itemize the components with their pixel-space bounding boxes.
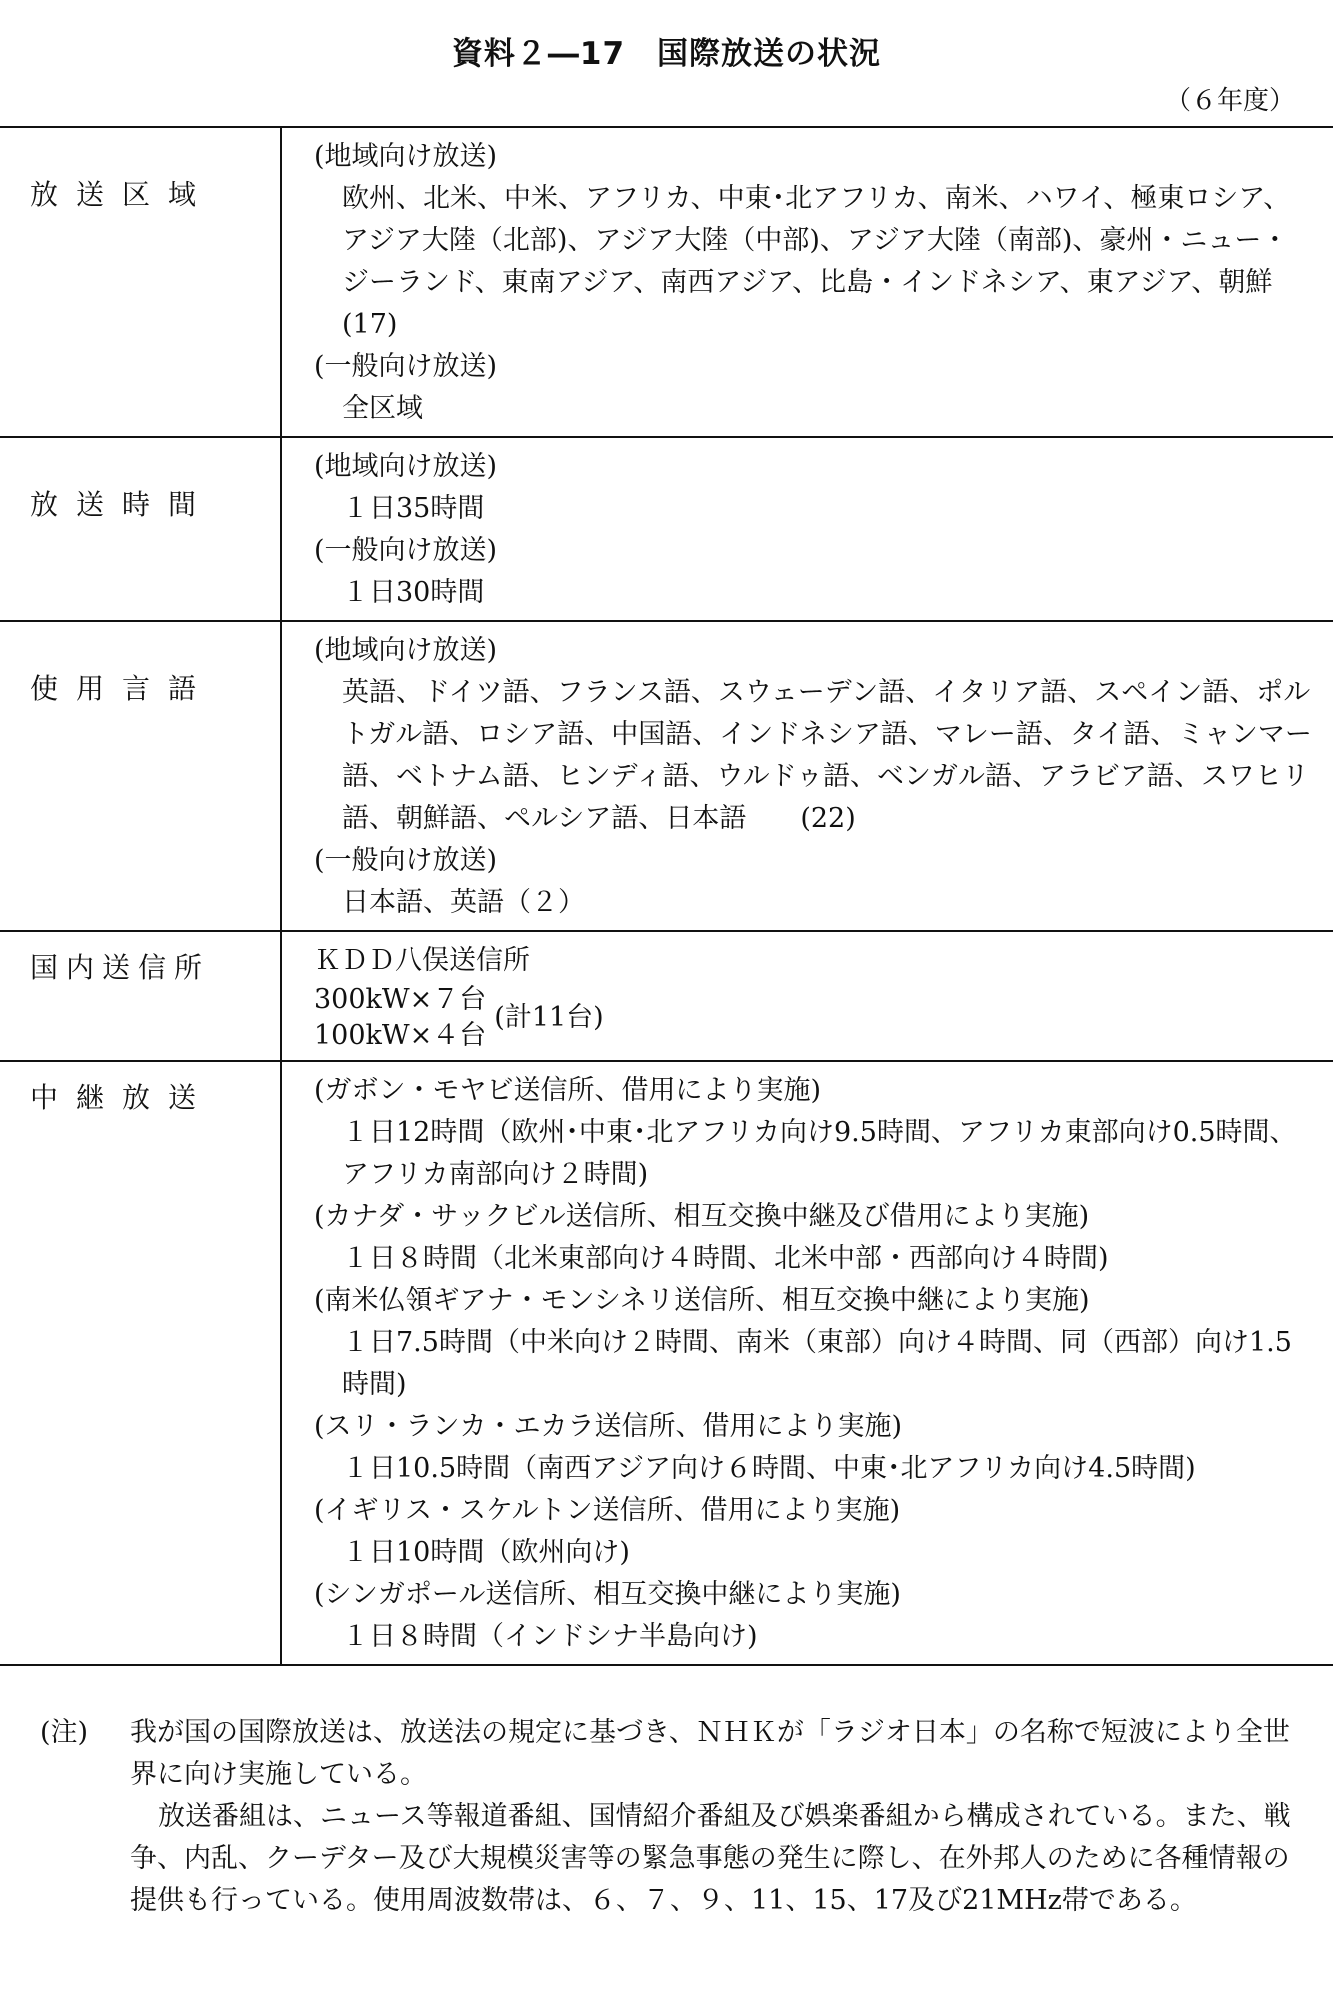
table-row-broadcast-area bbox=[0, 126, 1333, 436]
row-label: 中継放送 bbox=[0, 1062, 282, 1664]
content-line: (一般向け放送) bbox=[314, 351, 498, 382]
transmitter-count-block bbox=[314, 982, 1313, 1054]
footnote-mark: (注) bbox=[40, 1717, 89, 1748]
row-label: 使用言語 bbox=[0, 622, 282, 930]
content-line: 英語、ドイツ語、フランス語、スウェーデン語、イタリア語、スペイン語、ポルトガル語、ロシア語、中国語、インドネシア語、マレー語、タイ語、ミャンマー語、ベトナム語、ヒンディ語、ウルドゥ語、ベンガル語、アラビア語、スワヒリ語、朝鮮語、ペルシア語、日本語 (22) bbox=[342, 677, 1312, 834]
content-line: (南米仏領ギアナ・モンシネリ送信所、相互交換中継により実施) bbox=[314, 1285, 1090, 1316]
row-content bbox=[282, 438, 1333, 620]
transmitter-lines bbox=[314, 982, 486, 1054]
content-line: ＫＤＤ八俣送信所 bbox=[314, 945, 530, 976]
content-line: 全区域 bbox=[342, 393, 423, 424]
row-label: 国内送信所 bbox=[0, 932, 282, 1060]
footnote-first bbox=[40, 1712, 1300, 1796]
transmitter-line: 100kW×４台 bbox=[314, 1020, 487, 1051]
transmitter-total: (計11台) bbox=[494, 1002, 604, 1033]
transmitter-line: 300kW×７台 bbox=[314, 984, 487, 1015]
content-line: １日８時間（インドシナ半島向け) bbox=[342, 1621, 758, 1652]
footnote-paragraph: 我が国の国際放送は、放送法の規定に基づき、ＮＨＫが「ラジオ日本」の名称で短波により全世界に向け実施している。 bbox=[130, 1717, 1290, 1790]
content-line: (カナダ・サックビル送信所、相互交換中継及び借用により実施) bbox=[314, 1201, 1090, 1232]
content-line: (一般向け放送) bbox=[314, 535, 498, 566]
row-label: 放送区域 bbox=[0, 128, 282, 436]
broadcast-table bbox=[0, 126, 1333, 1666]
content-line: １日８時間（北米東部向け４時間、北米中部・西部向け４時間) bbox=[342, 1243, 1109, 1274]
content-line: 欧州、北米、中米、アフリカ、中東･北アフリカ、南米、ハワイ、極東ロシア、アジア大陸（北部)、アジア大陸（中部)、アジア大陸（南部)、豪州・ニュー・ジーランド、東南アジア、南西アジア、比島・インドネシア、東アジア、朝鮮 (17) bbox=[342, 183, 1327, 340]
footnote-paragraph: 放送番組は、ニュース等報道番組、国情紹介番組及び娯楽番組から構成されている。また、戦争、内乱、クーデター及び大規模災害等の緊急事態の発生に際し、在外邦人のために各種情報の提供も行っている。使用周波数帯は、６、７、９、11、15、17及び21MHz帯である。 bbox=[130, 1801, 1291, 1916]
table-row-relay-broadcast bbox=[0, 1060, 1333, 1666]
row-content bbox=[282, 932, 1333, 1060]
content-line: １日10時間（欧州向け) bbox=[342, 1537, 630, 1568]
content-line: (地域向け放送) bbox=[314, 141, 498, 172]
table-row-domestic-transmitter bbox=[0, 930, 1333, 1060]
row-label: 放送時間 bbox=[0, 438, 282, 620]
content-line: (ガボン・モヤビ送信所、借用により実施) bbox=[314, 1075, 822, 1106]
row-content bbox=[282, 128, 1333, 436]
content-line: (地域向け放送) bbox=[314, 635, 498, 666]
content-line: １日35時間 bbox=[342, 493, 485, 524]
content-line: (スリ・ランカ・エカラ送信所、借用により実施) bbox=[314, 1411, 903, 1442]
content-line: 日本語、英語（２） bbox=[342, 887, 585, 918]
table-row-broadcast-hours bbox=[0, 436, 1333, 620]
row-content bbox=[282, 1062, 1333, 1664]
content-line: １日30時間 bbox=[342, 577, 485, 608]
footnote bbox=[40, 1712, 1300, 1922]
content-line: (シンガポール送信所、相互交換中継により実施) bbox=[314, 1579, 901, 1610]
content-line: １日10.5時間（南西アジア向け６時間、中東･北アフリカ向け4.5時間) bbox=[342, 1453, 1196, 1484]
table-row-languages bbox=[0, 620, 1333, 930]
fiscal-year-label: （６年度） bbox=[1164, 86, 1295, 116]
row-content bbox=[282, 622, 1333, 930]
content-line: (地域向け放送) bbox=[314, 451, 498, 482]
content-line: １日7.5時間（中米向け２時間、南米（東部）向け４時間、同（西部）向け1.5時間) bbox=[342, 1327, 1292, 1400]
page-title: 資料２―17 国際放送の状況 bbox=[451, 36, 882, 72]
content-line: (イギリス・スケルトン送信所、借用により実施) bbox=[314, 1495, 901, 1526]
content-line: １日12時間（欧州･中東･北アフリカ向け9.5時間、アフリカ東部向け0.5時間、アフリカ南部向け２時間) bbox=[342, 1117, 1297, 1190]
content-line: (一般向け放送) bbox=[314, 845, 498, 876]
